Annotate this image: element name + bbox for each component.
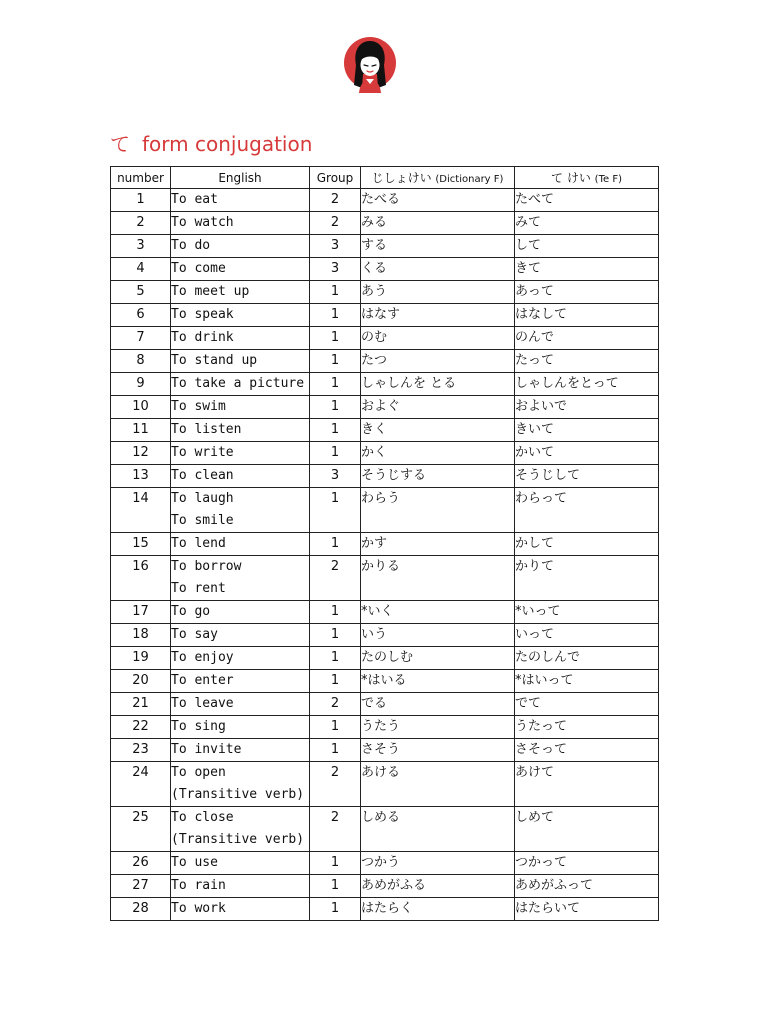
header-te-form [515,167,659,189]
row-group: 3 [310,258,361,281]
row-number: 20 [111,670,171,693]
table-body [111,189,659,921]
row-dictionary-form: たべる [361,189,515,212]
english-line: (Transitive verb) [171,787,305,802]
row-number: 2 [111,212,171,235]
row-dictionary-form: うたう [361,716,515,739]
title-kana: て [110,132,130,156]
row-english [171,898,310,921]
row-group: 1 [310,875,361,898]
row-dictionary-form: あける [361,762,515,807]
row-english [171,556,310,601]
row-dictionary-form: いう [361,624,515,647]
row-te-form: あめがふって [515,875,659,898]
english-line: To leave [171,696,234,711]
row-group: 3 [310,235,361,258]
row-te-form: きて [515,258,659,281]
row-number: 25 [111,807,171,852]
row-te-form: かいて [515,442,659,465]
row-english [171,258,310,281]
table-row [111,327,659,350]
row-number: 28 [111,898,171,921]
row-te-form: あけて [515,762,659,807]
table-row [111,488,659,533]
table-row [111,624,659,647]
header-te-note: (Te F) [594,174,622,185]
row-number: 3 [111,235,171,258]
english-line: To take a picture [171,376,305,391]
row-dictionary-form: する [361,235,515,258]
english-line: To open [171,765,226,780]
row-group: 3 [310,465,361,488]
row-english [171,350,310,373]
header-group: Group [310,167,361,189]
row-group: 1 [310,304,361,327]
table-row [111,465,659,488]
row-english [171,533,310,556]
row-english [171,189,310,212]
row-group: 1 [310,488,361,533]
table-row [111,807,659,852]
english-line: To say [171,627,218,642]
conjugation-table [110,166,659,921]
row-number: 13 [111,465,171,488]
row-dictionary-form: そうじする [361,465,515,488]
row-dictionary-form: のむ [361,327,515,350]
row-number: 17 [111,601,171,624]
row-group: 1 [310,716,361,739]
table-row [111,716,659,739]
english-line: To clean [171,468,234,483]
row-number: 12 [111,442,171,465]
row-dictionary-form: *いく [361,601,515,624]
row-group: 2 [310,762,361,807]
row-te-form: あって [515,281,659,304]
row-group: 2 [310,189,361,212]
row-te-form: たって [515,350,659,373]
row-dictionary-form: かく [361,442,515,465]
table-header-row [111,167,659,189]
row-te-form: たのしんで [515,647,659,670]
table-row [111,693,659,716]
header-english: English [171,167,310,189]
row-number: 24 [111,762,171,807]
row-group: 1 [310,624,361,647]
row-group: 1 [310,533,361,556]
row-te-form: さそって [515,739,659,762]
row-number: 4 [111,258,171,281]
row-number: 21 [111,693,171,716]
row-number: 14 [111,488,171,533]
row-english [171,488,310,533]
table-row [111,875,659,898]
row-dictionary-form: しめる [361,807,515,852]
row-te-form: たべて [515,189,659,212]
english-line: To come [171,261,226,276]
row-dictionary-form: *はいる [361,670,515,693]
row-number: 10 [111,396,171,419]
row-number: 18 [111,624,171,647]
table-row [111,898,659,921]
english-line: To watch [171,215,234,230]
english-line: To rain [171,878,226,893]
row-te-form: およいで [515,396,659,419]
table-row [111,350,659,373]
row-dictionary-form: みる [361,212,515,235]
english-line: To stand up [171,353,258,368]
row-number: 11 [111,419,171,442]
title-text: form conjugation [142,132,313,156]
row-english [171,304,310,327]
row-dictionary-form: およぐ [361,396,515,419]
english-line: To eat [171,192,218,207]
row-group: 1 [310,601,361,624]
row-te-form: *いって [515,601,659,624]
row-dictionary-form: かす [361,533,515,556]
english-line: To work [171,901,226,916]
row-group: 2 [310,212,361,235]
row-dictionary-form: つかう [361,852,515,875]
row-english [171,807,310,852]
row-english [171,442,310,465]
english-line: To speak [171,307,234,322]
row-number: 19 [111,647,171,670]
table-row [111,852,659,875]
row-dictionary-form: きく [361,419,515,442]
row-te-form: でて [515,693,659,716]
row-english [171,647,310,670]
row-dictionary-form: はたらく [361,898,515,921]
english-line: To listen [171,422,242,437]
row-group: 1 [310,739,361,762]
row-dictionary-form: わらう [361,488,515,533]
row-group: 2 [310,556,361,601]
row-number: 1 [111,189,171,212]
row-english [171,373,310,396]
row-dictionary-form: くる [361,258,515,281]
english-line: To sing [171,719,226,734]
english-line: To enter [171,673,234,688]
row-dictionary-form: あう [361,281,515,304]
row-te-form: かして [515,533,659,556]
row-te-form: つかって [515,852,659,875]
english-line: To use [171,855,218,870]
table-row [111,189,659,212]
table-row [111,396,659,419]
row-number: 9 [111,373,171,396]
table-row [111,533,659,556]
table-row [111,601,659,624]
girl-avatar-logo-icon [343,36,397,94]
row-english [171,327,310,350]
row-english [171,235,310,258]
row-te-form: わらって [515,488,659,533]
header-dictionary-kana: じしょけい [371,171,432,185]
english-line: To do [171,238,211,253]
row-group: 1 [310,670,361,693]
table-row [111,762,659,807]
row-english [171,212,310,235]
english-line: To meet up [171,284,250,299]
row-dictionary-form: たつ [361,350,515,373]
english-line: (Transitive verb) [171,832,305,847]
row-group: 1 [310,327,361,350]
row-english [171,281,310,304]
row-te-form: しゃしんをとって [515,373,659,396]
row-english [171,419,310,442]
table-row [111,373,659,396]
row-english [171,762,310,807]
header-number: number [111,167,171,189]
row-group: 1 [310,281,361,304]
row-te-form: しめて [515,807,659,852]
row-group: 1 [310,898,361,921]
row-english [171,875,310,898]
english-line: To close [171,810,234,825]
english-line: To write [171,445,234,460]
row-english [171,670,310,693]
table-row [111,258,659,281]
table-row [111,739,659,762]
row-dictionary-form: でる [361,693,515,716]
english-line: To smile [171,513,234,528]
row-te-form: して [515,235,659,258]
table-row [111,647,659,670]
row-dictionary-form: はなす [361,304,515,327]
english-line: To laugh [171,491,234,506]
table-row [111,556,659,601]
row-number: 23 [111,739,171,762]
row-english [171,465,310,488]
table-row [111,212,659,235]
english-line: To rent [171,581,226,596]
table-row [111,281,659,304]
row-group: 1 [310,419,361,442]
row-dictionary-form: あめがふる [361,875,515,898]
row-te-form: のんで [515,327,659,350]
row-te-form: そうじして [515,465,659,488]
row-te-form: うたって [515,716,659,739]
row-te-form: *はいって [515,670,659,693]
english-line: To drink [171,330,234,345]
row-number: 22 [111,716,171,739]
row-english [171,601,310,624]
english-line: To lend [171,536,226,551]
row-dictionary-form: たのしむ [361,647,515,670]
row-number: 27 [111,875,171,898]
row-group: 1 [310,396,361,419]
row-group: 1 [310,647,361,670]
page-title [110,131,312,157]
row-number: 26 [111,852,171,875]
row-english [171,693,310,716]
english-line: To swim [171,399,226,414]
row-english [171,852,310,875]
row-dictionary-form: しゃしんを とる [361,373,515,396]
row-english [171,624,310,647]
row-number: 5 [111,281,171,304]
row-number: 6 [111,304,171,327]
english-line: To go [171,604,211,619]
row-te-form: きいて [515,419,659,442]
row-te-form: いって [515,624,659,647]
row-english [171,716,310,739]
header-dictionary-form [361,167,515,189]
row-te-form: はたらいて [515,898,659,921]
row-number: 8 [111,350,171,373]
row-number: 16 [111,556,171,601]
row-english [171,396,310,419]
table-row [111,235,659,258]
row-english [171,739,310,762]
english-line: To enjoy [171,650,234,665]
table-row [111,304,659,327]
row-dictionary-form: さそう [361,739,515,762]
row-number: 7 [111,327,171,350]
row-te-form: みて [515,212,659,235]
header-dictionary-note: (Dictionary F) [435,174,504,185]
row-group: 1 [310,852,361,875]
row-group: 2 [310,807,361,852]
row-te-form: かりて [515,556,659,601]
table-row [111,419,659,442]
header-te-kana: て けい [551,171,591,185]
row-group: 1 [310,350,361,373]
row-group: 1 [310,442,361,465]
table-row [111,670,659,693]
row-group: 2 [310,693,361,716]
row-number: 15 [111,533,171,556]
row-dictionary-form: かりる [361,556,515,601]
table-row [111,442,659,465]
row-group: 1 [310,373,361,396]
english-line: To borrow [171,559,242,574]
row-te-form: はなして [515,304,659,327]
english-line: To invite [171,742,242,757]
